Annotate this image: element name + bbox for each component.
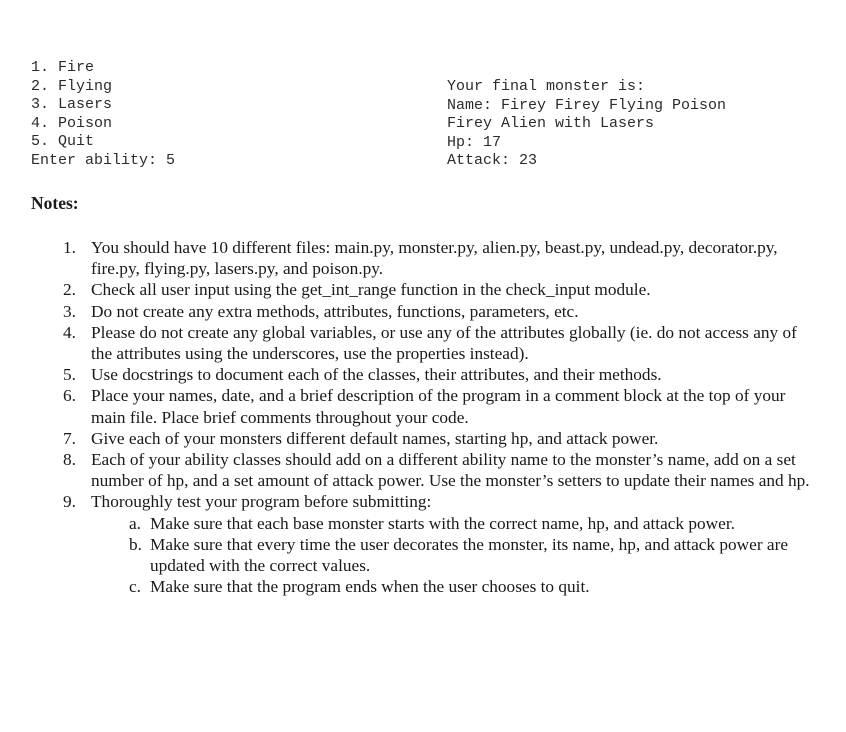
- result-name-continued: Firey Alien with Lasers: [447, 115, 655, 132]
- note-number: 6.: [63, 386, 76, 406]
- note-text: Use docstrings to document each of the classes, their attributes, and their methods.: [91, 365, 662, 385]
- note-item: [48, 322, 818, 364]
- note-number: 9.: [63, 492, 76, 512]
- console-menu-output: [31, 59, 175, 170]
- note-text: Place your names, date, and a brief description of the program in a comment block at the top of your main file. Place brief comments throughout your code.: [91, 386, 786, 427]
- note-item: [48, 237, 818, 279]
- note-number: 5.: [63, 365, 76, 385]
- note-item: [48, 491, 818, 597]
- ability-prompt: Enter ability: 5: [31, 151, 176, 169]
- sub-item-letter: c.: [129, 577, 141, 597]
- note-number: 4.: [63, 322, 76, 342]
- menu-option-lasers: 3. Lasers: [31, 96, 113, 113]
- sub-item-letter: a.: [129, 513, 141, 533]
- sub-item-text: Make sure that each base monster starts with the correct name, hp, and attack power.: [150, 513, 735, 533]
- notes-list: [48, 237, 818, 597]
- result-heading: Your final monster is:: [447, 78, 646, 95]
- menu-option-fire: 1. Fire: [31, 59, 95, 76]
- note-text: Please do not create any global variables, or use any of the attributes globally (ie. do not access any of the attributes using the underscores, use the properties instead).: [91, 322, 797, 364]
- note-item: [48, 449, 818, 491]
- note-text: Give each of your monsters different default names, starting hp, and attack power.: [91, 428, 659, 448]
- note-item: [48, 428, 818, 449]
- console-result-output: [447, 78, 726, 171]
- note-number: 8.: [63, 450, 76, 470]
- note-item: [48, 279, 818, 300]
- test-sub-list: [114, 513, 818, 598]
- note-text: Each of your ability classes should add on a different ability name to the monster’s name, add on a set number of hp, and a set amount of attack power. Use the monster’s setters to update their names and hp.: [91, 450, 810, 491]
- note-item: [48, 385, 818, 427]
- menu-option-quit: 5. Quit: [31, 133, 95, 150]
- note-text: You should have 10 different files: main.py, monster.py, alien.py, beast.py, undead.py, decorator.py, fire.py, flying.py, lasers.py, and poison.py.: [91, 238, 778, 279]
- note-number: 7.: [63, 428, 76, 448]
- notes-heading: Notes:: [31, 193, 79, 213]
- menu-option-flying: 2. Flying: [31, 77, 113, 95]
- menu-option-poison: 4. Poison: [31, 114, 113, 132]
- note-number: 1.: [63, 238, 76, 257]
- note-item: [48, 364, 818, 385]
- note-item: [48, 301, 818, 322]
- sub-item: [114, 576, 818, 597]
- sub-item-text: Make sure that every time the user decorates the monster, its name, hp, and attack power are updated with the correct values.: [150, 534, 788, 576]
- sub-item-text: Make sure that the program ends when the user chooses to quit.: [150, 577, 590, 597]
- result-hp: Hp: 17: [447, 133, 502, 151]
- note-text-container: [91, 491, 818, 597]
- note-number: 3.: [63, 301, 76, 321]
- sub-item: [114, 513, 818, 534]
- note-text: Thoroughly test your program before submitting:: [91, 492, 432, 512]
- sub-item-letter: b.: [129, 534, 142, 554]
- note-text: Check all user input using the get_int_range function in the check_input module.: [91, 280, 651, 300]
- result-name: Name: Firey Firey Flying Poison: [447, 96, 727, 114]
- note-text: Do not create any extra methods, attributes, functions, parameters, etc.: [91, 301, 579, 321]
- note-number: 2.: [63, 280, 76, 300]
- sub-item: [114, 534, 818, 576]
- result-attack: Attack: 23: [447, 152, 538, 169]
